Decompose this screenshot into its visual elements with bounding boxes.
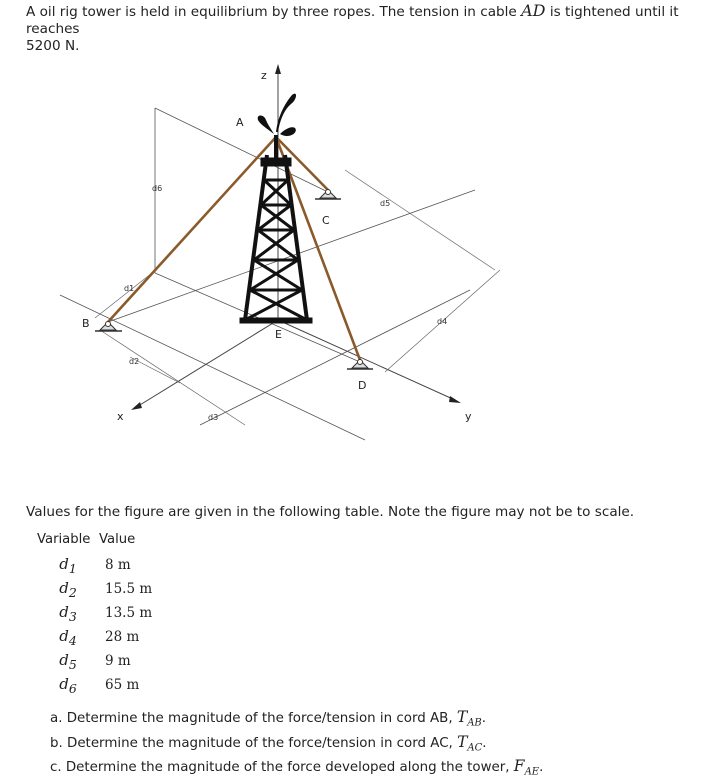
value-cell: 65 m <box>105 677 140 693</box>
table-row <box>37 625 156 649</box>
label-d2: d2 <box>129 357 140 366</box>
intro-text-2: is tightened until it reaches <box>26 4 679 37</box>
label-x: x <box>117 410 124 423</box>
tower-top-platform <box>261 158 291 166</box>
y-axis <box>278 320 455 400</box>
figure-note: Values for the figure are given in the following table. Note the figure may not be to scale. <box>26 504 635 520</box>
tower-cross <box>250 260 298 290</box>
label-y: y <box>465 410 472 423</box>
table-row <box>37 601 156 625</box>
values-table <box>37 530 156 697</box>
question-b: b. Determine the magnitude of the force/tension in cord AC, $T_{AC}$. <box>50 732 487 754</box>
tower-leg-left <box>245 155 267 320</box>
questions-list <box>50 708 543 782</box>
tower-base <box>240 318 312 323</box>
label-a: A <box>236 116 244 129</box>
table-row <box>37 553 156 577</box>
z-arrowhead <box>275 64 281 74</box>
table-row <box>37 649 156 673</box>
tower-leg-right <box>285 155 307 320</box>
oil-drop <box>280 127 296 136</box>
value-cell: 9 m <box>105 653 131 669</box>
label-z: z <box>261 69 267 82</box>
d1-dimension <box>95 273 152 318</box>
label-d5: d5 <box>380 199 391 208</box>
label-e: E <box>275 328 282 341</box>
label-d: D <box>358 379 367 392</box>
variable-cell: $d_6$ <box>59 674 77 696</box>
variable-cell: $d_2$ <box>59 578 77 600</box>
oil-drop <box>276 94 296 132</box>
table-header-row <box>37 530 156 553</box>
tower-cross <box>254 230 294 260</box>
table-row <box>37 577 156 601</box>
oil-rig-diagram <box>40 40 560 500</box>
x-axis <box>135 320 278 408</box>
support-c <box>315 190 341 200</box>
cable-label: AD <box>521 1 546 20</box>
variable-cell: $d_1$ <box>59 554 77 576</box>
tower-cross <box>258 205 291 230</box>
header-value: Value <box>99 531 136 547</box>
rope-ab <box>108 137 276 322</box>
value-cell: 28 m <box>105 629 140 645</box>
table-row <box>37 673 156 697</box>
label-d4: d4 <box>437 317 448 326</box>
variable-cell: $d_5$ <box>59 650 77 672</box>
question-c: c. Determine the magnitude of the force developed along the tower, $F_{AE}$. <box>50 757 544 779</box>
variable-cell: $d_3$ <box>59 602 77 624</box>
label-d3: d3 <box>208 413 219 422</box>
oil-drop <box>258 116 274 135</box>
label-c: C <box>322 214 330 227</box>
label-b: B <box>82 317 90 330</box>
x-arrowhead <box>131 402 142 410</box>
oil-rig-figure <box>40 40 560 500</box>
d5-dimension <box>345 170 495 270</box>
value-cell: 8 m <box>105 557 131 573</box>
label-d1: d1 <box>124 284 135 293</box>
header-variable: Variable <box>37 531 91 547</box>
tension-value: 5200 <box>26 38 61 54</box>
ropes <box>108 137 360 360</box>
label-d6: d6 <box>152 184 163 193</box>
tension-unit: N. <box>64 38 80 54</box>
variable-cell: $d_4$ <box>59 626 77 648</box>
y-arrowhead <box>449 396 461 403</box>
value-cell: 13.5 m <box>105 605 153 621</box>
oil-spray <box>258 94 296 136</box>
tower-cross <box>245 290 302 320</box>
dimension-lines <box>95 170 500 425</box>
intro-text: A oil rig tower is held in equilibrium by three ropes. The tension in cable <box>26 4 517 20</box>
question-a: a. Determine the magnitude of the force/tension in cord AB, $T_{AB}$. <box>50 708 487 729</box>
value-cell: 15.5 m <box>105 581 153 597</box>
